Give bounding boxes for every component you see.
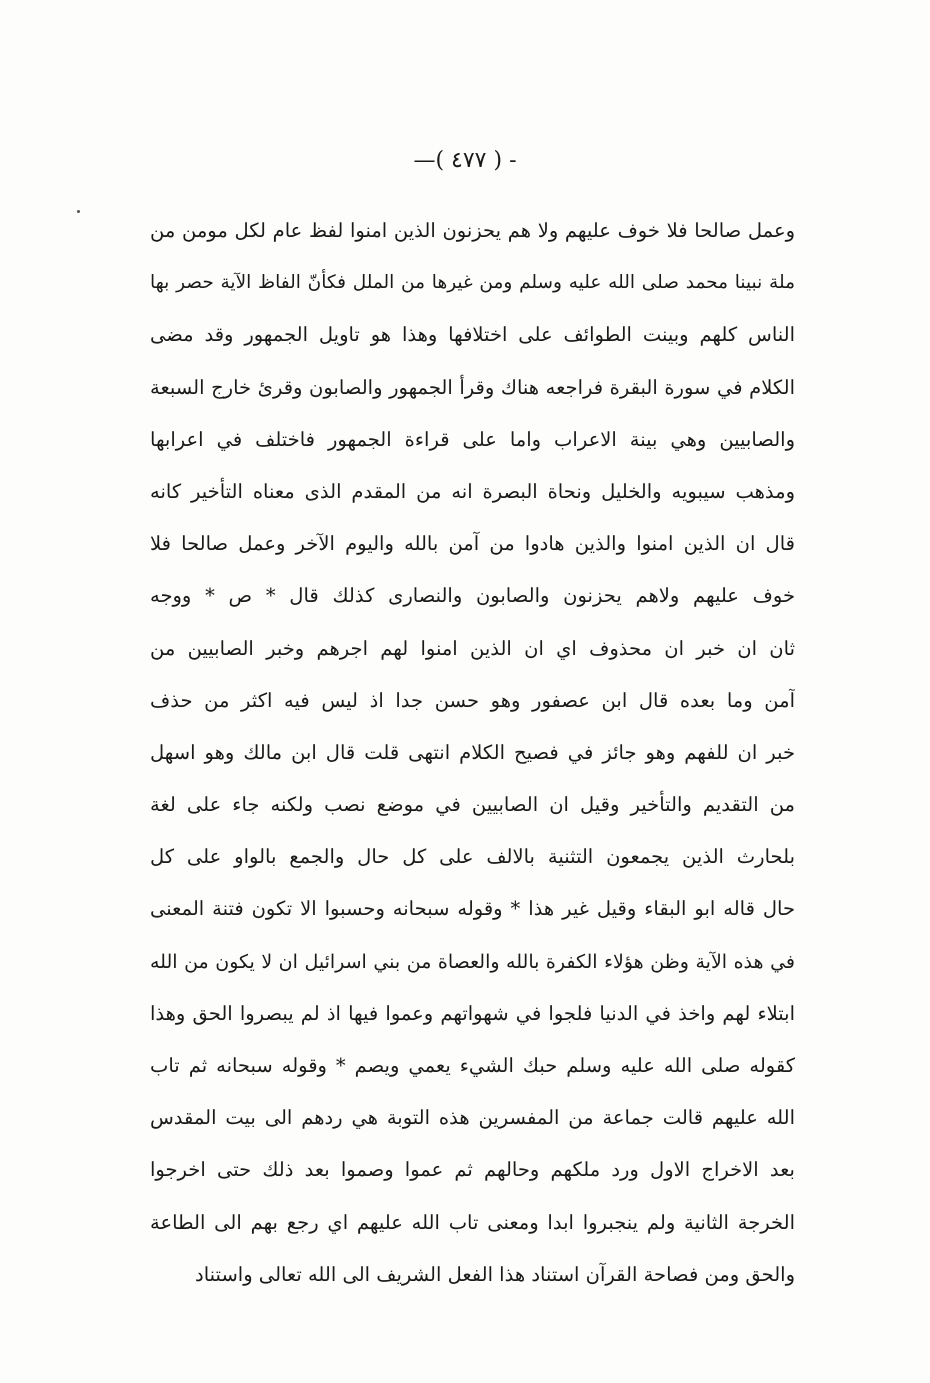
text-line: ثان ان خبر ان محذوف اي ان الذين امنوا لهم اجرهم وخبر الصابيين من [150,636,795,660]
page-number: —( ٤٧٧ ) - [413,148,517,173]
print-speck [77,210,80,213]
text-line: كقوله صلى الله عليه وسلم حبك الشيء يعمي ويصم * وقوله سبحانه ثم تاب [150,1054,795,1077]
text-line: آمن وما بعده قال ابن عصفور وهو حسن جدا اذ ليس فيه اكثر من حذف [150,688,795,712]
text-line: والصابيين وهي بينة الاعراب واما على قراءة الجمهور فاختلف في اعرابها [150,427,795,451]
text-line: ملة نبينا محمد صلى الله عليه وسلم ومن غيرها من الملل فكأنّ الفاظ الآية حصر بها [150,272,795,294]
text-line: والحق ومن فصاحة القرآن استناد هذا الفعل الشريف الى الله تعالى واستناد [195,1262,795,1286]
text-line: قال ان الذين امنوا والذين هادوا من آمن بالله واليوم الآخر وعمل صالحا فلا [150,532,795,556]
text-line: حال قاله ابو البقاء وقيل غير هذا * وقوله سبحانه وحسبوا الا تكون فتنة المعنى [150,897,795,921]
body-text [150,205,795,1301]
text-line: خبر ان للفهم وهو جائز في فصيح الكلام انتهى قلت قال ابن مالك وهو اسهل [150,740,795,764]
text-line: الناس كلهم وبينت الطوائف على اختلافها وهذا هو تاويل الجمهور وقد مضى [150,323,795,347]
text-line: في هذه الآية وظن هؤلاء الكفرة بالله والعصاة من بني اسرائيل ان لا يكون من الله [150,950,795,973]
text-line: ومذهب سيبويه والخليل ونحاة البصرة انه من المقدم الذى معناه التأخير كانه [150,479,795,503]
text-line: من التقديم والتأخير وقيل ان الصابيين في موضع نصب ولكنه جاء على لغة [150,793,795,817]
text-line: بلحارث الذين يجمعون التثنية بالالف على كل حال والجمع بالواو على كل [150,845,795,869]
text-line: الكلام في سورة البقرة فراجعه هناك وقرأ الجمهور والصابون وقرئ خارج السبعة [150,375,795,399]
text-line: الله عليهم قالت جماعة من المفسرين هذه التوبة هي ردهم الى بيت المقدس [150,1106,795,1130]
text-line: ابتلاء لهم واخذ في الدنيا فلجوا في شهواتهم وعموا فيها اذ لم يبصروا الحق وهذا [150,1001,795,1025]
text-line: بعد الاخراج الاول ورد ملكهم وحالهم ثم عموا وصموا بعد ذلك حتى اخرجوا [150,1158,795,1182]
text-line: الخرجة الثانية ولم ينجبروا ابدا ومعنى تاب الله عليهم اي رجع بهم الى الطاعة [150,1210,795,1234]
text-line: وعمل صالحا فلا خوف عليهم ولا هم يحزنون الذين امنوا لفظ عام لكل مومن من [150,219,795,242]
text-line: خوف عليهم ولاهم يحزنون والصابون والنصارى كذلك قال * ص * ووجه [150,584,795,608]
